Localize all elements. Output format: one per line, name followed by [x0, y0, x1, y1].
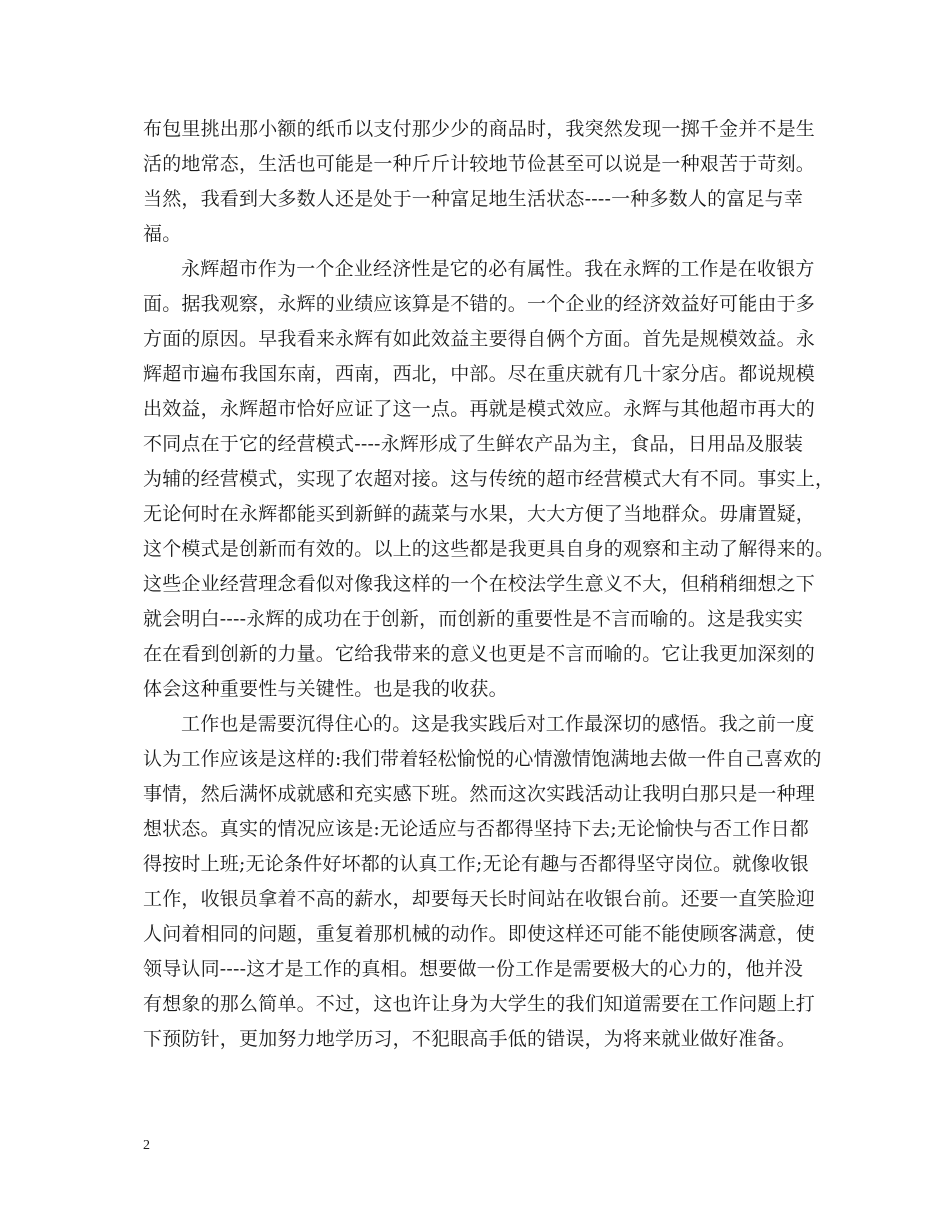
paragraph-first-line: 工作也是需要沉得住心的。这是我实践后对工作最深切的感悟。我之前一度	[181, 713, 815, 735]
paragraph-first-line: 永辉超市作为一个企业经济性是它的必有属性。我在永辉的工作是在收银方	[181, 258, 815, 280]
text-line: 不同点在于它的经营模式----永辉形成了生鲜农产品为主，食品，日用品及服装	[143, 433, 804, 455]
text-line: 有想象的那么简单。不过，这也许让身为大学生的我们知道需要在工作问题上打	[143, 993, 816, 1015]
text-line: 为辅的经营模式，实现了农超对接。这与传统的超市经营模式大有不同。事实上，	[143, 468, 835, 490]
text-line: 当然，我看到大多数人还是处于一种富足地生活状态----一种多数人的富足与幸	[143, 188, 804, 210]
text-line: 方面的原因。早我看来永辉有如此效益主要得自俩个方面。首先是规模效益。永	[143, 328, 816, 350]
text-line: 出效益，永辉超市恰好应证了这一点。再就是模式效应。永辉与其他超市再大的	[143, 398, 816, 420]
text-line: 在在看到创新的力量。它给我带来的意义也更是不言而喻的。它让我更加深刻的	[143, 643, 816, 665]
text-line: 工作，收银员拿着不高的薪水，却要每天长时间站在收银台前。还要一直笑脸迎	[143, 888, 816, 910]
text-line: 下预防针，更加努力地学历习，不犯眼高手低的错误，为将来就业做好准备。	[143, 1028, 796, 1050]
text-line: 辉超市遍布我国东南，西南，西北，中部。尽在重庆就有几十家分店。都说规模	[143, 363, 816, 385]
text-line: 无论何时在永辉都能买到新鲜的蔬菜与水果，大大方便了当地群众。毋庸置疑，	[143, 503, 816, 525]
text-line: 活的地常态，生活也可能是一种斤斤计较地节俭甚至可以说是一种艰苦于苛刻。	[143, 153, 816, 175]
page-number: 2	[143, 1138, 150, 1153]
text-line: 体会这种重要性与关键性。也是我的收获。	[143, 678, 508, 700]
text-line: 就会明白----永辉的成功在于创新，而创新的重要性是不言而喻的。这是我实实	[143, 608, 804, 630]
text-line: 事情，然后满怀成就感和充实感下班。然而这次实践活动让我明白那只是一种理	[143, 783, 816, 805]
text-line: 想状态。真实的情况应该是:无论适应与否都得坚持下去;无论愉快与否工作日都	[143, 818, 810, 840]
text-line: 面。据我观察，永辉的业绩应该算是不错的。一个企业的经济效益好可能由于多	[143, 293, 816, 315]
text-line: 这个模式是创新而有效的。以上的这些都是我更具自身的观察和主动了解得来的。	[143, 538, 835, 560]
text-line: 得按时上班;无论条件好坏都的认真工作;无论有趣与否都得坚守岗位。就像收银	[143, 853, 810, 875]
text-line: 布包里挑出那小额的纸币以支付那少少的商品时，我突然发现一掷千金并不是生	[143, 118, 816, 140]
text-line: 这些企业经营理念看似对像我这样的一个在校法学生意义不大，但稍稍细想之下	[143, 573, 816, 595]
text-line: 认为工作应该是这样的:我们带着轻松愉悦的心情激情饱满地去做一件自己喜欢的	[143, 748, 822, 770]
text-line: 领导认同----这才是工作的真相。想要做一份工作是需要极大的心力的，他并没	[143, 958, 804, 980]
text-line: 福。	[143, 223, 182, 245]
text-line: 人问着相同的问题，重复着那机械的动作。即使这样还可能不能使顾客满意，使	[143, 923, 816, 945]
